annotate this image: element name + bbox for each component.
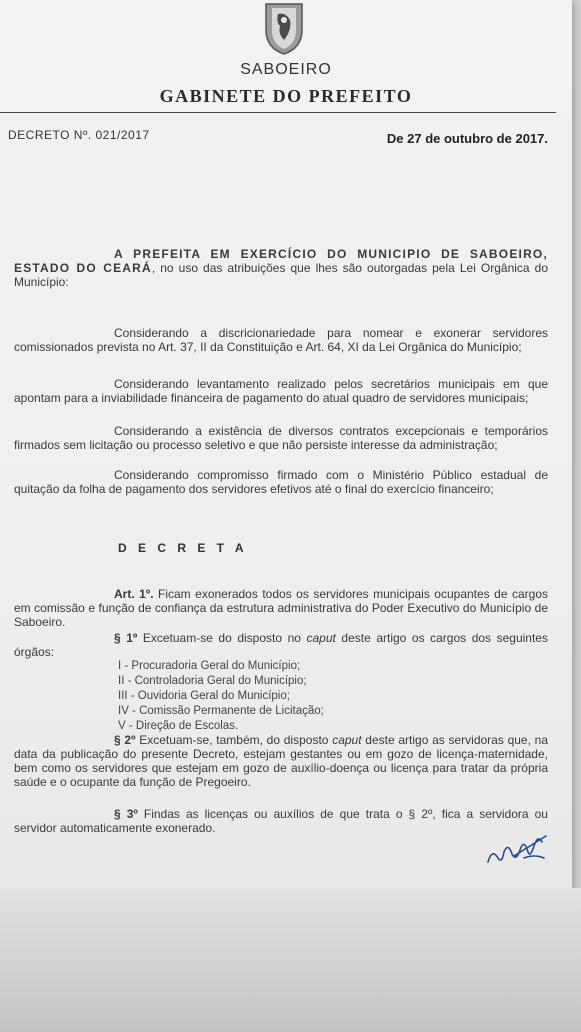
preamble-authority: A PREFEITA EM EXERCÍCIO DO MUNICIPIO DE SABOEIRO, ESTADO DO CEARÁ xyxy=(14,247,548,275)
paragraph-1-caput: caput xyxy=(306,631,336,645)
background-surface xyxy=(0,888,581,1032)
article-1-label: Art. 1º. xyxy=(114,587,154,601)
paragraph-2 xyxy=(14,733,548,789)
article-1-text: Ficam exonerados todos os servidores municipais ocupantes de cargos em comissão e função de confiança da estrutura administrativa do Poder Executivo do Município de Saboeiro. xyxy=(14,587,548,629)
paragraph-1 xyxy=(14,631,548,659)
preamble xyxy=(14,247,548,289)
preamble-rest: , no uso das atribuições que lhes são outorgadas pela Lei Orgânica do Município: xyxy=(14,261,548,289)
paragraph-1-text-b: deste artigo os cargos dos seguintes órgãos: xyxy=(14,631,548,659)
organ-item: V - Direção de Escolas. xyxy=(118,720,239,732)
consideration-3: Considerando a existência de diversos contratos excepcionais e temporários firmados sem licitação ou processo seletivo e que não persiste interesse da administração; xyxy=(14,424,548,452)
organs-list xyxy=(118,659,324,734)
initials-signature-icon xyxy=(484,828,550,868)
paragraph-3-label: § 3º xyxy=(114,807,138,821)
paragraph-2-text-b: deste artigo as servidoras que, na data da publicação do presente Decreto, estejam gestantes ou em gozo de licença-maternidade, bem como os servidores que estejam em gozo de auxílio-doença ou licença para tratar da própria saúde e o ocupante da função de Pregoeiro. xyxy=(14,733,548,789)
decree-number: DECRETO Nº. 021/2017 xyxy=(8,128,150,142)
organ-item: III - Ouvidoria Geral do Município; xyxy=(118,690,290,702)
city-name: SABOEIRO xyxy=(240,61,332,78)
organ-item: I - Procuradoria Geral do Município; xyxy=(118,660,301,672)
paragraph-2-caput: caput xyxy=(332,733,362,747)
organ-item: II - Controladoria Geral do Município; xyxy=(118,675,307,687)
decree-date: De 27 de outubro de 2017. xyxy=(386,131,548,146)
header-divider xyxy=(0,112,556,113)
paragraph-2-text-a: Excetuam-se, também, do disposto xyxy=(135,733,333,747)
consideration-2: Considerando levantamento realizado pelos secretários municipais em que apontam para a inviabilidade financeira de pagamento do atual quadro de servidores municipais; xyxy=(14,377,548,405)
decreta-heading: D E C R E T A xyxy=(118,541,248,555)
consideration-4: Considerando compromisso firmado com o Ministério Público estadual de quitação da folha de pagamento dos servidores efetivos até o final do exercício financeiro; xyxy=(14,468,548,496)
paragraph-3-text: Findas as licenças ou auxílios de que trata o § 2º, fica a servidora ou servidor automaticamente exonerado. xyxy=(14,807,548,835)
paragraph-1-label: § 1º xyxy=(114,631,138,645)
office-title: GABINETE DO PREFEITO xyxy=(159,86,413,106)
paragraph-3 xyxy=(14,807,548,835)
article-1 xyxy=(14,587,548,629)
paragraph-2-label: § 2º xyxy=(114,733,136,747)
organ-item: IV - Comissão Permanente de Licitação; xyxy=(118,705,324,717)
consideration-1: Considerando a discricionariedade para nomear e exonerar servidores comissionados prevista no Art. 37, II da Constituição e Art. 64, XI da Lei Orgânica do Município; xyxy=(14,326,548,354)
paragraph-1-text-a: Excetuam-se do disposto no xyxy=(137,631,307,645)
municipal-crest-icon xyxy=(256,0,312,56)
